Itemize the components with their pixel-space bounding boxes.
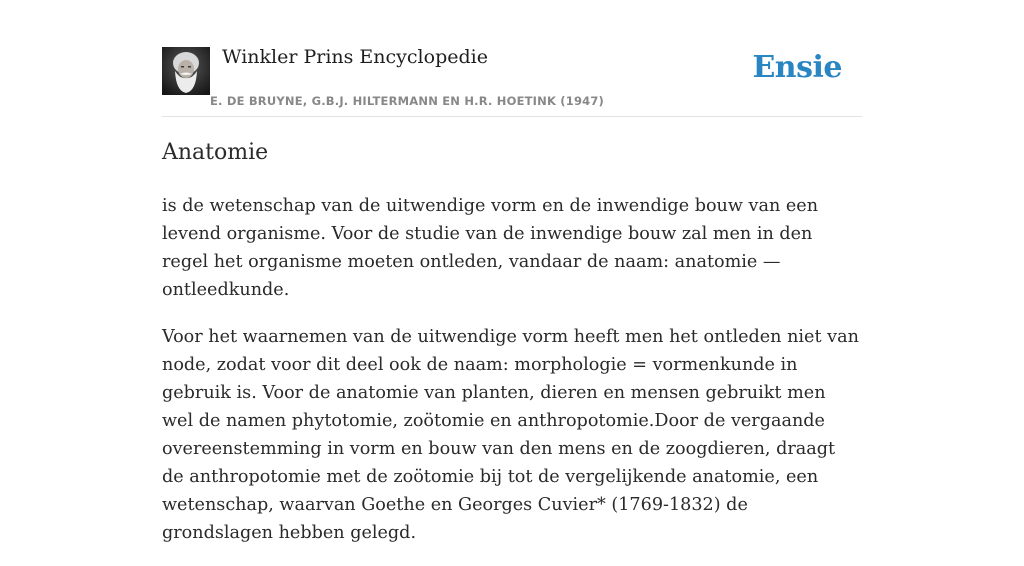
article-paragraph: Voor het waarnemen van de uitwendige vorm heeft men het ontleden niet van node, zodat voor dit deel ook de naam: morphologie = vormenkunde in gebruik is. Voor de anatomie van planten, dieren en mensen gebruikt men wel de namen phytotomie, zoötomie en anthropotomie.Door de vergaande overeenstemming in vorm en bouw van den mens en de zoogdieren, draagt de anthropotomie met de zoötomie bij tot de vergelijkende anatomie, een wetenschap, waarvan Goethe en Georges Cuvier* (1769-1832) de grondslagen hebben gelegd. bbox=[162, 327, 859, 543]
header bbox=[162, 0, 862, 117]
article-body bbox=[162, 192, 862, 566]
author-avatar[interactable] bbox=[162, 47, 210, 95]
article-paragraph: is de wetenschap van de uitwendige vorm en de inwendige bouw van een levend organisme. Voor de studie van de inwendige bouw zal men in den regel het organisme moeten ontleden, vandaar de naam: anatomie — ontleedkunde. bbox=[162, 196, 819, 300]
article-title: Anatomie bbox=[162, 140, 269, 165]
page-container bbox=[162, 0, 862, 543]
site-title[interactable]: Winkler Prins Encyclopedie bbox=[222, 46, 488, 68]
authors-credit: E. DE BRUYNE, G.B.J. HILTERMANN EN H.R. HOETINK (1947) bbox=[210, 94, 605, 108]
ensie-logo-link[interactable]: Ensie bbox=[752, 50, 842, 85]
author-portrait-icon bbox=[162, 47, 210, 95]
